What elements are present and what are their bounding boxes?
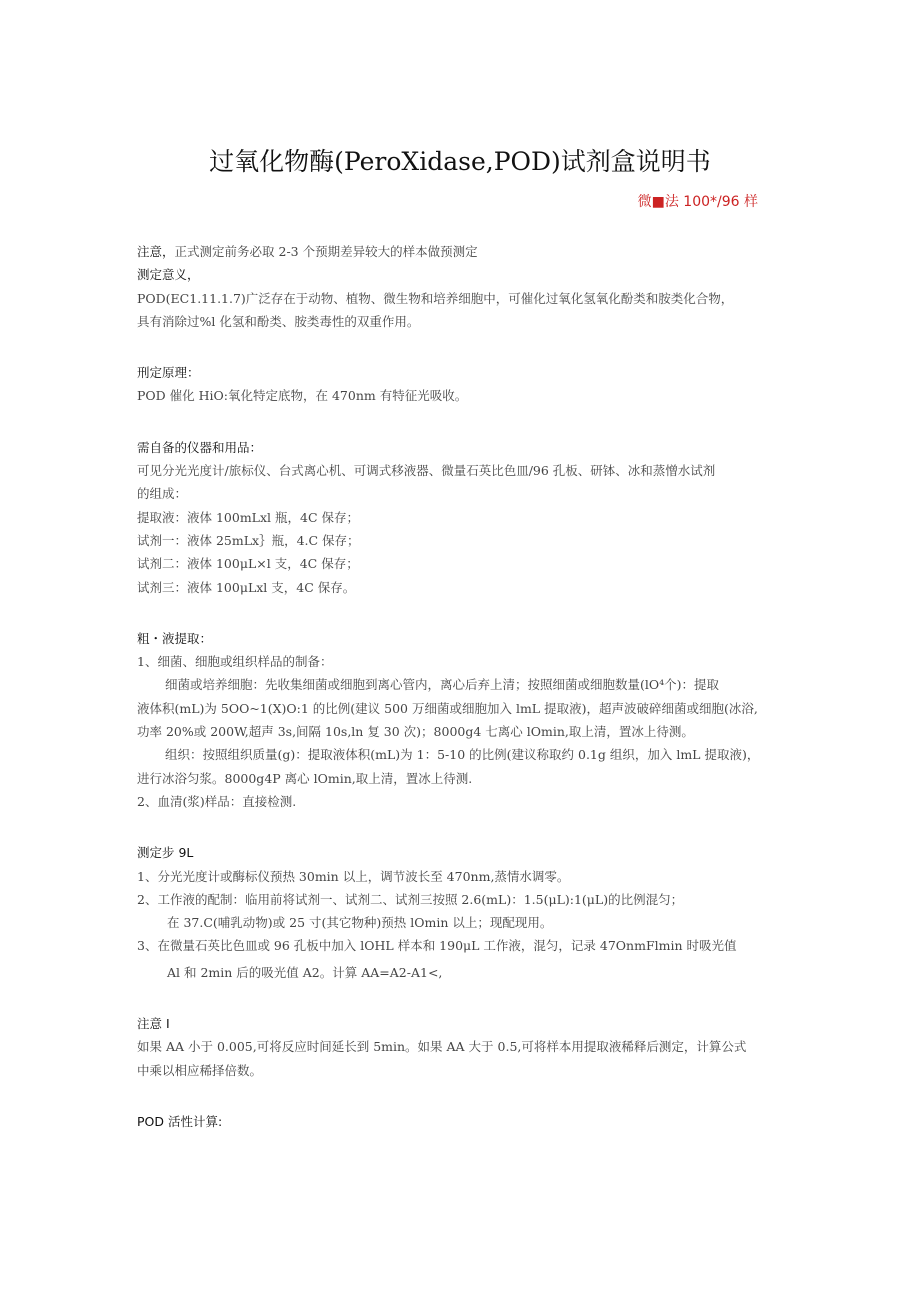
meaning-line: 具有消除过%l 化氢和酚类、胺类毒性的双重作用。 (137, 313, 420, 329)
step-line: Al 和 2min 后的吸光值 A2。计算 AA=A2-A1<, (167, 964, 443, 980)
extraction-paragraph-line: 功率 20%或 200W,超声 3s,间隔 10s,ln 复 30 次)；8000g4 七离心 lOmin,取上清，置冰上待测。 (137, 724, 694, 740)
document-title: 过氧化物酶(PeroXidase,POD)试剂盒说明书 (209, 147, 711, 176)
note-line: 如果 AA 小于 0.005,可将反应时间延长到 5min。如果 AA 大于 0.5,可将样本用提取液稀释后测定，计算公式 (137, 1039, 747, 1055)
equipment-line: 可见分光光度计/旅标仪、台式离心机、可调式移液器、微量石英比色皿/96 孔板、研钵、冰和蒸憎水试剂 (137, 463, 716, 479)
steps-heading: 测定步 9L (137, 845, 194, 861)
meaning-heading: 测定意义， (137, 267, 200, 283)
extraction-heading: 粗・液提取： (137, 630, 213, 646)
note-line: 中乘以相应稀择倍数。 (137, 1062, 263, 1078)
document-body (137, 240, 797, 1133)
meaning-line: POD(EC1.11.1.7)广泛存在于动物、植物、微生物和培养细胞中，可催化过氧化氢氧化酚类和胺类化合物， (137, 290, 734, 306)
extraction-paragraph-line: 细菌或培养细胞：先收集细菌或细胞到离心管内，离心后弃上清；按照细菌或细胞数量(lO⁴个)：提取 (165, 677, 720, 693)
extraction-paragraph-line: 进行冰浴匀浆。8000g4P 离心 lOmin,取上清，置冰上待测. (137, 770, 473, 786)
reagent-line: 试剂二：液体 100μL×l 支，4C 保存； (137, 556, 359, 572)
reagent-line: 试剂一：液体 25mLx｝瓶，4.C 保存； (137, 532, 360, 548)
equipment-heading: 需自备的仪器和用品： (137, 439, 263, 455)
equipment-line: 的组成： (137, 486, 188, 502)
reagent-line: 试剂三：液体 100μLxl 支，4C 保存。 (137, 579, 356, 595)
extraction-item: 1、细菌、细胞或组织样品的制备： (137, 654, 333, 670)
step-line: 1、分光光度计或酶标仪预热 30min 以上，调节波长至 470nm,蒸情水调零。 (137, 868, 570, 884)
extraction-paragraph-line: 液体积(mL)为 5OO~1(X)O:1 的比例(建议 500 万细菌或细胞加入 lmL 提取液)，超声波破碎细菌或细胞(冰浴, (137, 700, 758, 716)
step-line: 在 37.C(哺乳动物)或 25 寸(其它物种)预热 lOmin 以上；现配现用。 (167, 915, 553, 931)
notice-text: 正式测定前务必取 2-3 个预期差异较大的样本做预测定 (174, 244, 478, 259)
notice-line (137, 240, 797, 263)
extraction-paragraph-line: 组织：按照组织质量(g)：提取液体积(mL)为 1：5-10 的比例(建议称取约 0.1g 组织，加入 lmL 提取液)， (165, 747, 760, 763)
principle-heading: 刑定原理： (137, 365, 200, 381)
step-line: 2、工作液的配制：临用前将试剂一、试剂二、试剂三按照 2.6(mL)：1.5(μL):1(μL)的比例混匀； (137, 891, 684, 907)
calc-heading: POD 活性计算: (137, 1113, 223, 1129)
step-line: 3、在微量石英比色皿或 96 孔板中加入 lOHL 样本和 190μL 工作液，混匀，记录 47OnmFlmin 时吸光值 (137, 938, 737, 954)
reagent-line: 提取液：液体 100mLxl 瓶，4C 保存； (137, 509, 359, 525)
note-heading: 注意 I (137, 1016, 170, 1032)
notice-label: 注意， (137, 244, 175, 259)
extraction-item: 2、血清(浆)样品：直接检测. (137, 793, 297, 809)
document-subtitle: 微■法 100*/96 样 (637, 194, 758, 210)
principle-line: POD 催化 HiO:氧化特定底物，在 470nm 有特征光吸收。 (137, 388, 468, 404)
